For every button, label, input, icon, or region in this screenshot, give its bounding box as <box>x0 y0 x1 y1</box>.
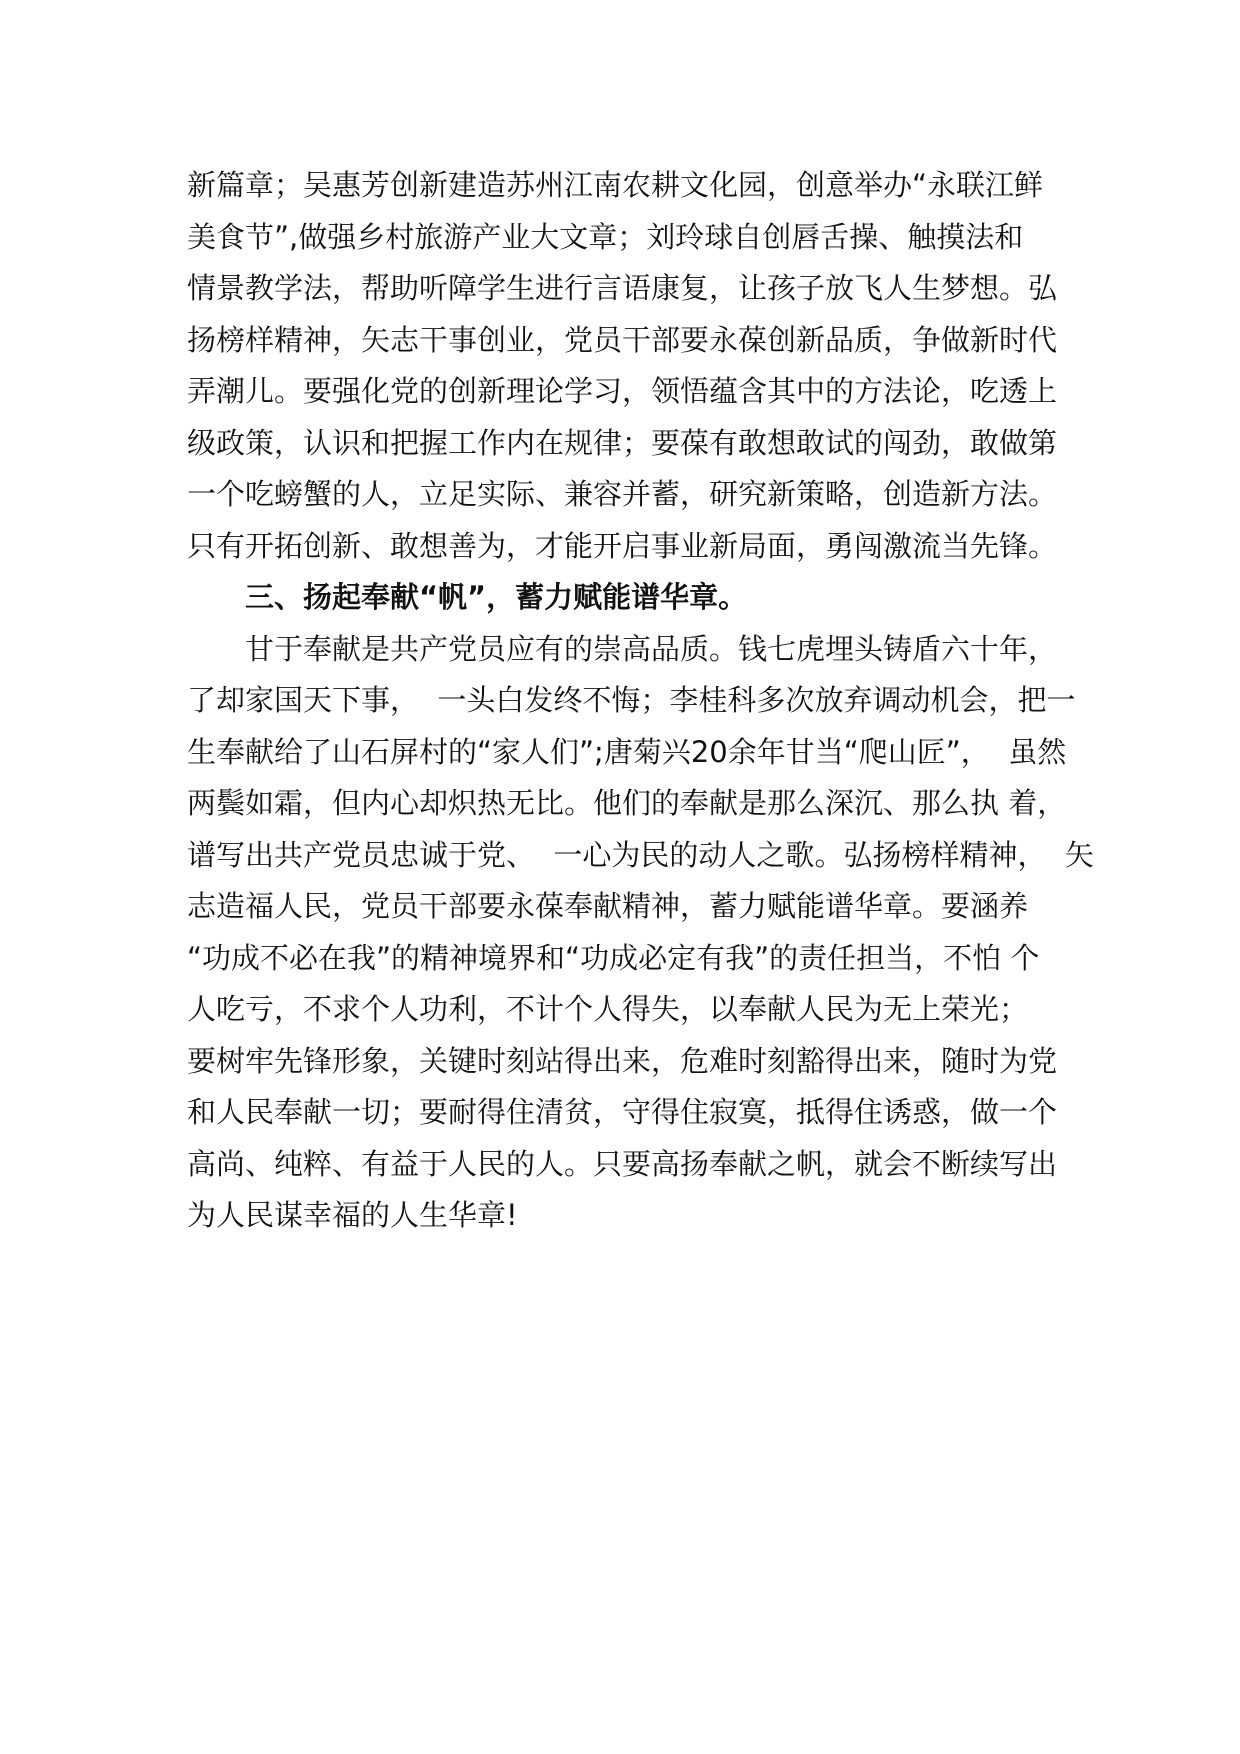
text-line: 美食节”,做强乡村旅游产业大文章；刘玲球自创唇舌操、触摸法和 <box>187 219 1024 254</box>
text-line: 一个吃螃蟹的人，立足实际、兼容并蓄，研究新策略，创造新方法。 <box>187 477 1058 511</box>
text-line: 只有开拓创新、敢想善为，才能开启事业新局面，勇闯激流当先锋。 <box>187 528 1058 563</box>
text-line: 新篇章；吴惠芳创新建造苏州江南农耕文化园，创意举办“永联江鲜 <box>187 168 1044 202</box>
text-line: 人吃亏，不求个人功利，不计个人得失，以奉献人民为无上荣光； <box>187 992 1029 1026</box>
text-line: 和人民奉献一切；要耐得住清贫，守得住寂寞，抵得住诱惑，做一个 <box>187 1095 1058 1129</box>
text-line: 甘于奉献是共产党员应有的崇高品质。钱七虎埋头铸盾六十年， <box>245 631 1058 666</box>
text-line: 志造福人民，党员干部要永葆奉献精神，蓄力赋能谱华章。要涵养 <box>187 889 1029 923</box>
text-line: 谱写出共产党员忠诚于党、 一心为民的动人之歌。弘扬榜样精神， 矢 <box>187 837 1094 872</box>
paragraph-dedication <box>187 624 1094 1242</box>
text-line: 生奉献给了山石屏村的“家人们”;唐菊兴20余年甘当“爬山匠”， 虽然 <box>187 734 1067 769</box>
text-line: 要树牢先锋形象，关键时刻站得出来，危难时刻豁得出来，随时为党 <box>187 1043 1058 1078</box>
text-line: 为人民谋幸福的人生华章! <box>187 1198 518 1232</box>
section-heading: 三、扬起奉献“帆”，蓄力赋能谱华章。 <box>245 580 748 614</box>
text-line: 扬榜样精神，矢志干事创业，党员干部要永葆创新品质，争做新时代 <box>187 322 1058 357</box>
document-body <box>187 160 1094 1242</box>
text-line: 两鬓如霜，但内心却炽热无比。他们的奉献是那么深沉、那么执 着， <box>187 786 1067 820</box>
text-line: 弄潮儿。要强化党的创新理论学习，领悟蕴含其中的方法论，吃透上 <box>187 374 1058 408</box>
text-line: 了却家国天下事， 一头白发终不悔；李桂科多次放弃调动机会，把一 <box>187 683 1076 717</box>
text-line: 级政策，认识和把握工作内在规律；要葆有敢想敢试的闯劲，敢做第 <box>187 425 1058 460</box>
text-line: 高尚、纯粹、有益于人民的人。只要高扬奉献之帆，就会不断续写出 <box>187 1146 1058 1181</box>
text-line: “功成不必在我”的精神境界和“功成必定有我”的责任担当，不怕 个 <box>187 940 1040 975</box>
paragraph-innovation <box>187 160 1067 572</box>
text-line: 情景教学法，帮助听障学生进行言语康复，让孩子放飞人生梦想。弘 <box>187 271 1058 305</box>
